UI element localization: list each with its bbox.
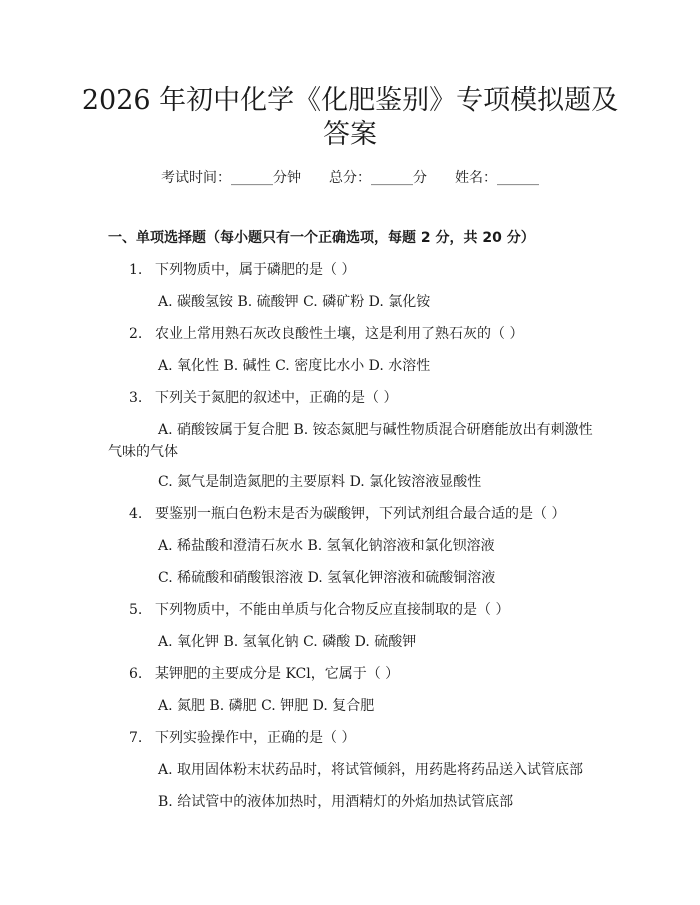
question-stem xyxy=(129,728,355,748)
question-stem xyxy=(129,504,565,524)
question-number: 1. xyxy=(129,262,143,278)
question-text: 下列关于氮肥的叙述中，正确的是（ ） xyxy=(155,390,398,406)
question-options: A. 氧化钾 B. 氢氧化钠 C. 磷酸 D. 硫酸钾 xyxy=(158,634,417,650)
question-options: C. 氮气是制造氮肥的主要原料 D. 氯化铵溶液显酸性 xyxy=(158,474,482,490)
question-stem xyxy=(129,260,355,280)
question-options: C. 稀硫酸和硝酸银溶液 D. 氢氧化钾溶液和硫酸铜溶液 xyxy=(158,570,496,586)
student-name-field: 姓名：______ xyxy=(455,170,539,186)
exam-time-field: 考试时间：______分钟 xyxy=(161,170,301,186)
question-options-continued: 气味的气体 xyxy=(108,444,178,460)
question-number: 5. xyxy=(129,602,143,618)
page-title-line1: 2026 年初中化学《化肥鉴别》专项模拟题及 xyxy=(81,85,619,116)
question-text: 某钾肥的主要成分是 KCl，它属于（ ） xyxy=(155,666,400,682)
page-title-line2: 答案 xyxy=(323,119,377,150)
question-text: 下列实验操作中，正确的是（ ） xyxy=(155,730,356,746)
question-number: 4. xyxy=(129,506,143,522)
question-options: A. 稀盐酸和澄清石灰水 B. 氢氧化钠溶液和氯化钡溶液 xyxy=(158,538,495,554)
section-heading: 一、单项选择题（每小题只有一个正确选项，每题 2 分，共 20 分） xyxy=(108,230,535,246)
question-options: A. 碳酸氢铵 B. 硫酸钾 C. 磷矿粉 D. 氯化铵 xyxy=(158,294,431,310)
question-stem xyxy=(129,600,509,620)
question-text: 要鉴别一瓶白色粉末是否为碳酸钾，下列试剂组合最合适的是（ ） xyxy=(155,506,566,522)
question-stem xyxy=(129,324,523,344)
question-text: 农业上常用熟石灰改良酸性土壤，这是利用了熟石灰的（ ） xyxy=(155,326,524,342)
total-score-field: 总分：______分 xyxy=(329,170,427,186)
question-number: 6. xyxy=(129,666,143,682)
question-stem xyxy=(129,388,397,408)
exam-info-row xyxy=(0,168,700,188)
question-text: 下列物质中，不能由单质与化合物反应直接制取的是（ ） xyxy=(155,602,510,618)
question-options: A. 氧化性 B. 碱性 C. 密度比水小 D. 水溶性 xyxy=(158,358,431,374)
question-number: 2. xyxy=(129,326,143,342)
question-text: 下列物质中，属于磷肥的是（ ） xyxy=(155,262,356,278)
question-options: B. 给试管中的液体加热时，用酒精灯的外焰加热试管底部 xyxy=(158,794,514,810)
question-number: 3. xyxy=(129,390,143,406)
question-stem xyxy=(129,664,399,684)
question-number: 7. xyxy=(129,730,143,746)
question-options: A. 硝酸铵属于复合肥 B. 铵态氮肥与碱性物质混合研磨能放出有刺激性 xyxy=(158,422,593,438)
question-options: A. 氮肥 B. 磷肥 C. 钾肥 D. 复合肥 xyxy=(158,698,375,714)
question-options: A. 取用固体粉末状药品时，将试管倾斜，用药匙将药品送入试管底部 xyxy=(158,762,584,778)
